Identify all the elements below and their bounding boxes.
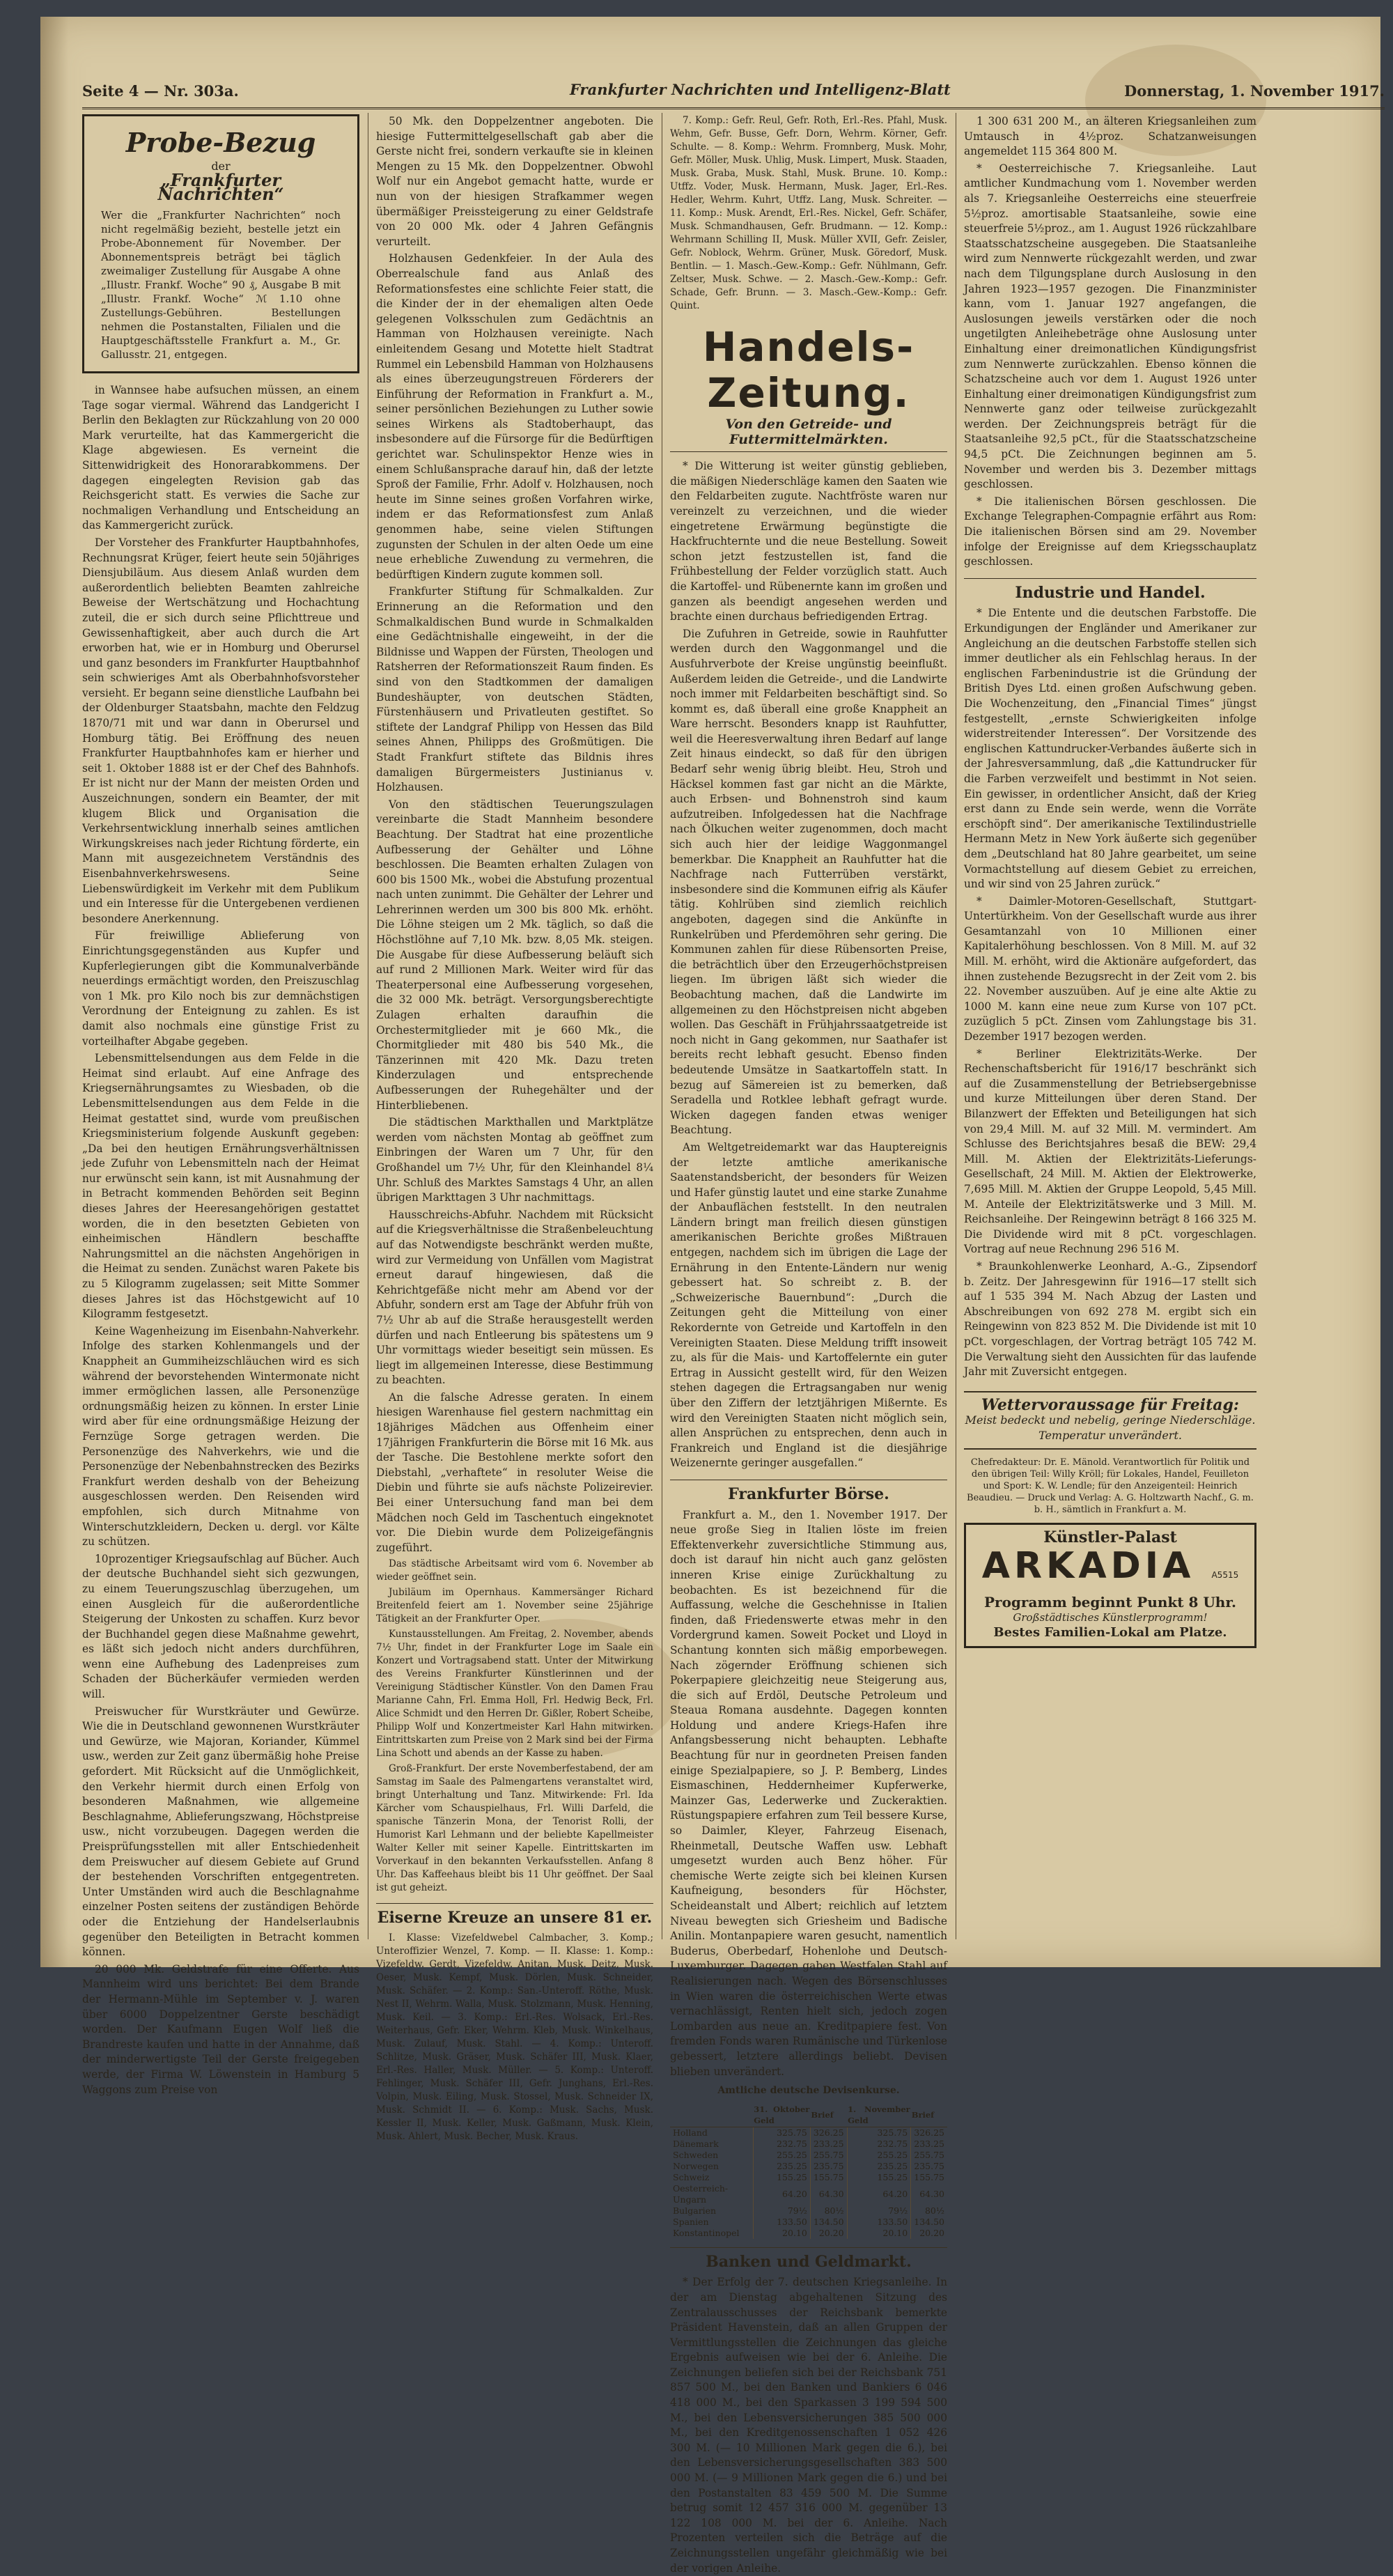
- currency-cell: Schweiz: [670, 2172, 753, 2183]
- arkadia-line: Großstädtisches Künstlerprogramm!: [1013, 1611, 1208, 1624]
- handels-zeitung-headline: Handels-Zeitung.: [702, 323, 915, 417]
- rate-cell: 326.25: [810, 2127, 847, 2139]
- rate-cell: 133.50: [847, 2217, 911, 2228]
- weather-line: Temperatur unverändert.: [1038, 1428, 1182, 1442]
- table-row: [670, 2205, 947, 2217]
- boerse-report: Frankfurt a. M., den 1. November 1917. Der neue große Sieg in Italien löste im freien Effektenverkehr zuversichtliche Stimmung aus, doch ist darauf hin nicht auch ganz gelösten inneren Krise einige Zurückhaltung zu beobachten. Es ist bezeichnend für die Auffassung, welche die Geschehnisse in Italien finden, daß Friedenswerte etwas mehr in den Vordergrund kamen. Soweit Pocket und Lloyd in Schantung konnten sich mäßig emporbewegen. Nach zögernder Eröffnung schienen sich Pokerpapiere gleichzeitig neue Steigerung aus, die sich auf Erdöl, Deutsche Petroleum und Steaua Romana ausdehnte. Dagegen konnten Holdung und andere Kriegs-Hafen ihre Anfangsbesserung nicht behaupten. Lebhafte Beachtung für nur in geordneten Preisen fanden einige Spezialpapiere, so J. P. Bemberg, Lindes Eismaschinen, Heddernheimer Kupferwerke, Mainzer Gas, Lederwerke und Zuckeraktien. Rüstungspapiere erfahren zum Teil bessere Kurse, so Daimler, Kleyer, Fahrzeug Eisenach, Rheinmetall, Deutsche Waffen usw. Lebhaft umgesetzt wurden auch Benz höher. Für chemische Werte zeigte sich bei kleinen Kursen Kaufneigung, besonders für Höchster, Scheideanstalt und Albert; reichlich auf letztem Niveau bewegten sich Griesheim und Badische Anilin. Montanpapiere waren gesucht, namentlich Buderus, Oberbedarf, Hohenlohe und Deutsch-Luxemburger. Dagegen gaben Westfalen Stahl auf Realisierungen nach. Wegen des Börsenschlusses in Wien waren die österreichischen Werte etwas vernachlässigt, Renten hielt sich, jedoch zogen Lombarden aus neue an. Kreditpapiere fest. Von fremden Fonds waren Rumänische und Türkenlose gebessert, letztere allerdings beliebt. Devisen blieben unverändert.: [670, 1508, 947, 2078]
- boerse-title: Frankfurter Börse.: [670, 1480, 947, 1503]
- column-3: [670, 114, 947, 2575]
- industrie-title: Industrie und Handel.: [964, 578, 1256, 601]
- article-paragraph: Am Weltgetreidemarkt war das Hauptereignis der letzte amtliche amerikanische Saatenstandsbericht, der besonders für Weizen und Hafer günstig lautet und eine starke Zunahme der Anbauflächen feststellt. In den neutralen Ländern bringt man freilich diesen günstigen amerikanischen Berichte großes Mißtrauen entgegen, nachdem sich im übrigen die Lage der Ernährung in den Entente-Ländern nur wenig gebessert hat. So schreibt z. B. der „Schweizerische Bauernbund“: „Durch die Zeitungen geht die Mitteilung von einer Rekordernte von Getreide und Kartoffeln in den Vereinigten Staaten. Diese Meldung trifft insoweit zu, als für die Mais- und Kartoffelernte ein guter Ertrag in Aussicht gestellt wird, für den Weizen stehen dagegen die Ertragsangaben nur wenig über den Ziffern der letztjährigen Mißernte. Es wird den Vereinigten Staaten nicht möglich sein, allen Ansprüchen zu entsprechen, denn auch in Frankreich und England ist die diesjährige Weizenernte geringer ausgefallen.“: [670, 1140, 947, 1470]
- article-paragraph: Die städtischen Markthallen und Marktplätze werden vom nächsten Montag ab geöffnet zum Einbringen der Waren um 7 Uhr, für den Großhandel um 7½ Uhr, für den Kleinhandel 8¼ Uhr. Schluß des Marktes Samstags 4 Uhr, an allen übrigen Markttagen 3 Uhr nachmittags.: [376, 1116, 653, 1204]
- arkadia-code: A5515: [1211, 1570, 1239, 1581]
- rate-cell: 255.25: [753, 2150, 810, 2161]
- table-header: Brief: [810, 2103, 847, 2127]
- rate-cell: 233.25: [914, 2138, 944, 2149]
- rate-cell: 64.20: [847, 2183, 911, 2205]
- article-paragraph: * Die italienischen Börsen geschlossen. Die Exchange Telegraphen-Compagnie erfährt aus Rom: Die italienischen Börsen sind am 29. November infolge der Ereignisse auf dem Kriegsschauplatz geschlossen.: [964, 495, 1256, 568]
- issue-date: Donnerstag, 1. November 1917.: [1123, 82, 1385, 100]
- table-row: [670, 2172, 947, 2183]
- rate-cell: 232.75: [753, 2139, 810, 2150]
- article-paragraph: * Berliner Elektrizitäts-Werke. Der Rechenschaftsbericht für 1916/17 beschränkt sich auf die Zusammenstellung der Betriebsergebnisse und kurze Mitteilungen über deren Stand. Der Bilanzwert der Effekten und Beteiligungen hat sich von 29,4 Mill. M. auf 32 Mill. M. vermindert. Am Schlusse des Berichtsjahres besaß die BEW: 29,4 Mill. M. Aktien der Elektrizitäts-Lieferungs-Gesellschaft, 24 Mill. M. Aktien der Elektrowerke, 7,695 Mill. M. Aktien der Gruppe Leopold, 5,45 Mill. M. Anteile der Elektrizitätswerke und 3 Mill. M. Reichsanleihe. Der Reingewinn beträgt 8 166 325 M. Die Dividende wird mit 8 pCt. vorgeschlagen. Vortrag auf neue Rechnung 296 516 M.: [964, 1047, 1256, 1256]
- arkadia-name: [970, 1546, 1250, 1595]
- table-row: [670, 2228, 947, 2239]
- table-row: [670, 2183, 947, 2205]
- currency-cell: Schweden: [670, 2150, 753, 2161]
- rate-cell: 235.75: [914, 2160, 944, 2171]
- article-paragraph: Holzhausen Gedenkfeier. In der Aula des Oberrealschule fand aus Anlaß des Reformationsfestes eine schlichte Feier statt, die die Kinder der in der ehemaligen alten Oede gelegenen Volksschulen zum Gedächtnis an Hamman von Holzhausen vereinigte. Nach einleitendem Gesang und Motette hielt Stadtrat Rummel ein Lebensbild Hamman von Holzhausens als eines überzeugungstreuen Förderers der Einführung der Reformation in Frankfurt a. M., seiner persönlichen Beziehungen zu Luther sowie seines Wirkens als Stadtoberhaupt, das insbesondere auf die Fürsorge für die Bedürftigen gerichtet war. Schulinspektor Henze wies in einem Schlußansprache darauf hin, daß der letzte Sproß der Familie, Frhr. Adolf v. Holzhausen, noch heute im Sinne seines großen Vorfahren wirke, indem er das Reformationsfest zum Anlaß genommen habe, seine vielen Stiftungen zugunsten der Schulen in der alten Oede um eine neue erhebliche Zuwendung zu vermehren, die bedürftigen Kindern zugute kommen soll.: [376, 252, 653, 581]
- rate-cell: 325.75: [847, 2127, 911, 2139]
- probe-bezug-ad: [82, 114, 359, 373]
- article-paragraph: Preiswucher für Wurstkräuter und Gewürze. Wie die in Deutschland gewonnenen Wurstkräuter und Gewürze, wie Majoran, Koriander, Kümmel usw., werden zur Zeit ganz übermäßig hohe Preise gefordert. Mit Rücksicht auf die Unmöglichkeit, den Verkehr hiermit durch einen Erfolg von besonderen Maßnahmen, wie allgemeine Beschlagnahme, Ablieferungszwang, Höchstpreise usw., nicht vorzubeugen. Dagegen werden die Preisprüfungsstellen mit aller Entschiedenheit dem Preiswucher auf diesem Gebiete auf Grund der bestehenden Vorschriften entgegentreten. Unter Umständen wird auch die Beschlagnahme einzelner Posten seitens der zuständigen Behörde oder die Entziehung der Handelserlaubnis gegenüber den Beteiligten in Betracht kommen können.: [82, 1705, 359, 1959]
- rate-cell: 155.75: [810, 2172, 847, 2183]
- weather-title: Wettervoraussage für Freitag:: [981, 1395, 1239, 1414]
- currency-cell: Bulgarien: [670, 2205, 753, 2217]
- article-paragraph: Frankfurter Stiftung für Schmalkalden. Zur Erinnerung an die Reformation und den Schmalkaldischen Bund wurde in Schmalkalden eine Gedächtnishalle eingeweiht, in der die Bildnisse und Wappen der Fürsten, Theologen und Ratsherren der Reformationszeit Raum finden. Es sind von den Stadtkommen der damaligen Bundeshäupter, von deutschen Städten, Fürstenhäusern und Privatleuten gestiftet. So stiftete der Landgraf Philipp von Hessen das Bild seines Ahnen, Philipps des Großmütigen. Die Stadt Frankfurt stiftete das Bildnis ihres damaligen Bürgermeisters Justinianus v. Holzhausen.: [376, 585, 653, 794]
- rate-cell: 79½: [753, 2205, 810, 2217]
- article-paragraph: * Die Entente und die deutschen Farbstoffe. Die Erkundigungen der Engländer und Amerikaner zur Angleichung an die deutschen Farbstoffe stellen sich immer deutlicher als ein Fehlschlag heraus. In der englischen Farbenindustrie ist die Gründung der British Dyes Ltd. einen großen Aufschwung geben. Die Wochenzeitung, den „Financial Times“ jüngst festgestellt, „ernste Schwierigkeiten infolge widerstreitender Interessen“. Der Vorsitzende des englischen Kattundrucker-Verbandes äußerte sich in der Jahresversammlung, daß „die Kattundrucker für die Farben verzweifelt und bestimmt in Not seien. Ein gewisser, in ordentlicher Ansicht, daß der Krieg erst dann zu Ende sein werde, wenn die Vorräte erschöpft sind“. Der amerikanische Textilindustrielle Hermann Metz in New York äußerte sich gegenüber dem „Deutschland hat 80 Jahre gearbeitet, um seine Vormachtstellung auf diesem Gebiet zu erreichen, und wir sind von 25 Jahren zurück.“: [964, 607, 1256, 891]
- article-paragraph: 10prozentiger Kriegsaufschlag auf Bücher. Auch der deutsche Buchhandel sieht sich gezwungen, zu einem Teuerungszuschlag überzugehen, um einen Ausgleich für die außerordentliche Steigerung der Unkosten zu schaffen. Kurz bevor der Buchhandel gegen diese Maßnahme gewehrt, es läßt sich jedoch nicht anders durchführen, wenn eine Aufhebung des Ladenpreises zum Schaden der Bücherkäufer vermieden werden will.: [82, 1552, 359, 1701]
- table-header: [670, 2103, 753, 2127]
- rate-cell: 235.25: [847, 2161, 911, 2172]
- article-paragraph: Kunstausstellungen. Am Freitag, 2. November, abends 7½ Uhr, findet in der Frankfurter Loge im Saale ein Konzert und Vortragsabend statt. Unter der Mitwirkung des Vereins Frankfurter Künstlerinnen und der Vereinigung Städtischer Künstler. Von den Damen Frau Marianne Cahn, Frl. Emma Holl, Frl. Hedwig Beck, Frl. Alice Schmidt und den Herren Dr. Gißler, Robert Scheibe, Philipp Wolf und Konzertmeister Karl Hahn mitwirken. Eintrittskarten zum Preise von 2 Mark sind bei der Firma Lina Schott und abends an der Kasse zu haben.: [376, 1629, 653, 1760]
- article-paragraph: * Daimler-Motoren-Gesellschaft, Stuttgart-Untertürkheim. Von der Gesellschaft wurde aus ihrer Gesamtanzahl von 10 Millionen einer Kapitalerhöhung beschlossen. Von 8 Mill. M. auf 32 Mill. M. erhöht, wird die Aktionäre aufgefordert, das ihnen zustehende Bezugsrecht in der Zeit vom 2. bis 22. November auszuüben. Auf je eine alte Aktie zu 1000 M. kann eine neue zum Kurse von 107 pCt. zuzüglich 5 pCt. Zinsen vom Zahlungstage bis 31. Dezember 1917 bezogen werden.: [964, 894, 1256, 1043]
- rate-cell: 232.75: [847, 2139, 911, 2150]
- rate-cell: 155.25: [753, 2172, 810, 2183]
- table-header: Brief: [911, 2103, 947, 2127]
- rate-cell: 155.75: [914, 2171, 944, 2182]
- arkadia-ad: [964, 1523, 1256, 1647]
- rate-cell: 235.75: [810, 2161, 847, 2172]
- rate-cell: 134.50: [914, 2216, 944, 2227]
- rate-cell: 64.20: [753, 2183, 810, 2205]
- rate-cell: 20.20: [919, 2227, 944, 2238]
- table-row: [670, 2161, 947, 2172]
- currency-cell: Spanien: [670, 2217, 753, 2228]
- rate-cell: 155.25: [847, 2172, 911, 2183]
- currency-cell: Norwegen: [670, 2161, 753, 2172]
- article-paragraph: 1 300 631 200 M., an älteren Kriegsanleihen zum Umtausch in 4½proz. Schatzanweisungen angemeldet 115 364 800 M.: [964, 115, 1256, 158]
- editorial-credits: Chefredakteur: Dr. E. Mänold. Verantwortlich für Politik und den übrigen Teil: Willy Kröll; für Lokales, Handel, Feuilleton und Sport: K. W. Lendle; für den Anzeigenteil: Heinrich Beaudieu. — Druck und Verlag: A. G. Holtzwarth Nachf., G. m. b. H., sämtlich in Frankfurt a. M.: [967, 1457, 1254, 1516]
- article-paragraph: An die falsche Adresse geraten. In einem hiesigen Warenhause fiel gestern nachmittag ein 18jähriges Mädchen aus Offenheim einer 17jährigen Frankfurterin die Börse mit 16 Mk. aus der Tasche. Die Bestohlene merkte sofort den Diebstahl, „verhaftete“ in resoluter Weise die Diebin und führte sie aufs nächste Polizeirevier. Bei einer Untersuchung fand man bei dem Mädchen noch Geld im Taschentuch eingeknotet vor. Die Diebin wurde dem Polizeigefängnis zugeführt.: [376, 1390, 653, 1554]
- article-paragraph: 50 Mk. den Doppelzentner angeboten. Die hiesige Futtermittelgesellschaft gab aber die Gerste nicht frei, sondern verkaufte sie in kleinen Mengen zu 15 Mk. den Doppelzentner. Obwohl Wolf nur ein Angebot gemacht hatte, wurde er nun von der hiesigen Strafkammer wegen übermäßiger Preissteigerung zu einer Geldstrafe von 20 000 Mk. oder 4 Jahren Gefängnis verurteilt.: [376, 115, 653, 248]
- rate-cell: 20.20: [810, 2228, 847, 2239]
- column-4: [964, 114, 1256, 1939]
- rate-cell: 235.25: [753, 2161, 810, 2172]
- rate-cell: 233.25: [810, 2139, 847, 2150]
- weather-forecast: [964, 1391, 1256, 1450]
- article-paragraph: Der Vorsteher des Frankfurter Hauptbahnhofes, Rechnungsrat Krüger, feiert heute sein 50jähriges Diensjubiläum. Aus diesem Anlaß wurden dem außerordentlich beliebten Beamten zahlreiche Beweise der Wertschätzung und Hochachtung zuteil, die er sich durch seine Pflichttreue und Gewissenhaftigkeit, aber auch durch die Art erworben hat, wie er in Homburg und Oberursel und ganz besonders im Frankfurter Hauptbahnhof sein schwieriges Amt als Oberbahnhofsvorsteher versieht. Er begann seine dienstliche Laufbahn bei der Oldenburger Staatsbahn, machte den Feldzug 1870/71 mit und war dann in Oberursel und Homburg tätig. Bei Eröffnung des neuen Frankfurter Hauptbahnhofes kam er hierher und seit 1. Oktober 1888 ist er der Chef des Bahnhofs. Er ist nicht nur der Mann der meisten Orden und Auszeichnungen, sondern ein Beamter, der mit klugem Blick und Organisation die Verkehrsentwicklung innerhalb seines amtlichen Wirkungskreises nach jeder Richtung förderte, ein Mann mit ausgezeichnetem Verständnis des Eisenbahnverkehrswesens. Seine Liebenswürdigkeit im Verkehr mit dem Publikum und ein Interesse für die Untergebenen verdienen besondere Anerkennung.: [82, 536, 359, 925]
- masthead-title: Frankfurter Nachrichten und Intelligenz-Blatt: [570, 81, 951, 98]
- rate-cell: 20.10: [753, 2228, 810, 2239]
- rate-cell: 133.50: [753, 2217, 810, 2228]
- currency-cell: Dänemark: [670, 2139, 753, 2150]
- article-paragraph: Die Zufuhren in Getreide, sowie in Rauhfutter werden durch den Waggonmangel und die Ausfuhrverbote der Kreise ungünstig beeinflußt. Außerdem leiden die Getreide-, und die Landwirte noch immer mit Feldarbeiten beschäftigt sind. So kommt es, daß überall eine große Knappheit an Ware herrscht. Besonders knapp ist Rauhfutter, weil die Heeresverwaltung ihren Bedarf auf lange Zeit hinaus eindeckt, so daß für den übrigen Bedarf sehr wenig übrig bleibt. Heu, Stroh und Häcksel kommen fast gar nicht an die Märkte, auch Erbsen- und Bohnenstroh sind kaum aufzutreiben. Infolgedessen hat die Nachfrage nach Ölkuchen weiter zugenommen, doch macht sich auch hier der leidige Waggonmangel bemerkbar. Die Knappheit an Rauhfutter hat die Nachfrage nach Futterrüben verstärkt, insbesondere sind die Kommunen eifrig als Käufer tätig. Kohlrüben sind ziemlich reichlich angeboten, dagegen sind die Ankünfte in Runkelrüben und Pferdemöhren sehr gering. Die Kommunen zahlen für diese Rübensorten Preise, die beträchtlich über den Erzeugerhöchstpreisen liegen. Im übrigen läßt sich wieder die Beobachtung machen, daß die Landwirte im allgemeinen zu den Höchstpreisen nicht abgeben wollen. Das Geschäft in Frühjahrssaatgetreide ist noch nicht in Gang gekommen, nur Saathafer ist bereits recht lebhaft gesucht. Ebenso finden bedeutende Umsätze in Saatkartoffeln statt. In bezug auf Sämereien ist zu bemerken, daß Seradella und Rotklee lebhaft gefragt wurde. Wicken dagegen fanden etwas weniger Beachtung.: [670, 627, 947, 1137]
- handels-subheadline: Von den Getreide- und Futtermittelmärkten.: [670, 417, 947, 452]
- article-paragraph: * Die Witterung ist weiter günstig geblieben, die mäßigen Niederschläge kamen den Saaten wie den Feldarbeiten zugute. Nachtfröste waren nur vereinzelt zu verzeichnen, und die wieder eingetretene Erwärmung begünstigte die Hackfruchternte und die neue Bestellung. Soweit schon jetzt festzustellen ist, fand die Frühbestellung der Felder vorzüglich statt. Auch die Kartoffel- und Rübenernte kann im großen und ganzen als beendigt angesehen werden und brachte einen durchaus befriedigenden Ertrag.: [670, 460, 947, 623]
- table-header-row: [670, 2103, 947, 2127]
- rate-cell: 79½: [847, 2205, 911, 2217]
- rate-cell: 326.25: [914, 2127, 944, 2138]
- banken-title: Banken und Geldmarkt.: [670, 2247, 947, 2270]
- table-header: 31. Oktober Geld: [753, 2103, 810, 2127]
- article-paragraph: Das städtische Arbeitsamt wird vom 6. November ab wieder geöffnet sein.: [376, 1558, 653, 1583]
- page-number: Seite 4 — Nr. 303a.: [82, 82, 239, 100]
- ad-paper-name: „Frankfurter Nachrichten“: [157, 170, 284, 204]
- article-paragraph: Jubiläum im Opernhaus. Kammersänger Richard Breitenfeld feiert am 1. November seine 25jährige Tätigkeit an der Frankfurter Oper.: [376, 1587, 653, 1625]
- devisen-title: Amtliche deutsche Devisenkurse.: [717, 2085, 900, 2097]
- column-1: [82, 114, 359, 2096]
- rate-cell: 255.25: [847, 2150, 911, 2161]
- article-paragraph: Hausschreichs-Abfuhr. Nachdem mit Rücksicht auf die Kriegsverhältnisse die Straßenbeleuchtung auf das Notwendigste beschränkt werden mußte, wird zur Vermeidung von Unfällen vom Magistrat erneut darauf hingewiesen, daß die Kehrichtgefäße nicht mehr am Abend vor der Abfuhr, sondern erst am Tage der Abfuhr früh von 7½ Uhr ab auf die Straße herausgestellt werden dürfen und nach Entleerung bis spätestens um 9 Uhr vormittags wieder beseitigt sein müssen. Es liegt im allgemeinen Interesse, diese Bestimmung zu beachten.: [376, 1208, 653, 1387]
- rate-cell: 20.10: [847, 2228, 911, 2239]
- eiserne-kreuze-title: Eiserne Kreuze an unsere 81 er.: [376, 1903, 653, 1926]
- article-paragraph: * Braunkohlenwerke Leonhard, A.-G., Zipsendorf b. Zeitz. Der Jahresgewinn für 1916—17 stellt sich auf 1 535 394 M. Nach Abzug der Lasten und Abschreibungen von 692 278 M. ergibt sich ein Reingewinn von 823 852 M. Die Dividende ist mit 10 pCt. vorgeschlagen, der Vortrag beträgt 105 742 M. Die Verwaltung sieht den Aussichten für das laufende Jahr mit Zuversicht entgegen.: [964, 1259, 1256, 1379]
- article-paragraph: Keine Wagenheizung im Eisenbahn-Nahverkehr. Infolge des starken Kohlenmangels und der Knappheit an Gummiheizschläuchen wird es sich während der bevorstehenden Wintermonate nicht immer ermöglichen lassen, alle Personenzüge ordnungsmäßig heizen zu können. In erster Linie wird aber für eine ordnungsmäßige Heizung der Fernzüge Sorge getragen werden. Die Personenzüge des Nahverkehrs, wie und die Personenzüge der Nebenbahnstrecken des Bezirks Frankfurt werden deshalb von der Beheizung ausgeschlossen werden. Den Reisenden wird empfohlen, sich durch Mitnahme von Winterschutzkleidern, Decken u. dergl. vor Kälte zu schützen.: [82, 1324, 359, 1549]
- arkadia-title: ARKADIA: [981, 1545, 1195, 1588]
- ad-der: der: [211, 160, 231, 173]
- currency-cell: Konstantinopel: [670, 2228, 753, 2239]
- ad-title: Probe-Bezug: [125, 127, 316, 158]
- page-header: [82, 72, 1385, 109]
- table-header: 1. November Geld: [847, 2103, 911, 2127]
- currency-cell: Holland: [670, 2127, 753, 2139]
- rate-cell: 80½: [810, 2205, 847, 2217]
- article-paragraph: Für freiwillige Ablieferung von Einrichtungsgegenständen aus Kupfer und Kupferlegierungen gibt die Kommunalverbände neuerdings ermächtigt worden, den Preiszuschlag von 1 Mk. pro Kilo noch bis zur demnächstigen Verordnung der Enteignung zu zahlen. Es ist damit also nochmals eine günstige Frist zu vorteilhafter Abgabe gegeben.: [82, 929, 359, 1048]
- article-paragraph: in Wannsee habe aufsuchen müssen, an einem Tage sogar viermal. Während das Landgericht I Berlin den Beklagten zur Rückzahlung von 20 000 Mark verurteilte, hat das Kammergericht die Klage abgewiesen. Es verneint die Sittenwidrigkeit des Honorarabkommens. Der dagegen eingelegten Revision gab das Reichsgericht statt. Es verwies die Sache zur nochmaligen Verhandlung und Entscheidung an das Kammergericht zurück.: [82, 384, 359, 532]
- rate-cell: 325.75: [753, 2127, 810, 2139]
- rate-cell: 80½: [924, 2205, 944, 2216]
- article-paragraph: 20 000 Mk. Geldstrafe für eine Offerte. Aus Mannheim wird uns berichtet: Bei dem Brande der Hermann-Mühle im September v. J. waren über 6000 Doppelzentner Gerste beschädigt worden. Der Kaufmann Eugen Wolf ließ die Brandreste kaufen und hatte in der Annahme, daß der minderwertigste Teil der Gerste freigegeben werde, der Firma W. Löwenstein in Hamburg 5 Waggons zum Preise von: [82, 1962, 359, 2096]
- banken-report: * Der Erfolg der 7. deutschen Kriegsanleihe. In der am Dienstag abgehaltenen Sitzung des Zentralausschusses der Reichsbank bemerkte Präsident Havenstein, daß an allen Gruppen der Vermittlungsstellen die Zeichnungen das gleiche Ergebnis aufweisen wie bei der 6. Anleihe. Die Zeichnungen beliefen sich bei der Reichsbank 751 857 500 M., bei den Banken und Bankiers 6 046 418 000 M., bei den Sparkassen 3 199 594 500 M., bei den Lebensversicherungen 385 500 000 M., bei den Kreditgenossenschaften 1 052 426 300 M. (— 10 Millionen Mark gegen die 6.), bei den Lebensversicherungsgesellschaften 383 500 000 M. (— 9 Millionen Mark gegen die 6.) und bei den Postanstalten 83 459 500 M. Die Summe betrug somit 12 457 316 000 M. gegenüber 13 122 108 000 M. bei der 6. Anleihe. Nach Prozenten verteilen sich die Beträge auf die Zeichnungsstellen ungefähr gleichmäßig wie bei der vorigen Anleihe.: [670, 2276, 947, 2575]
- arkadia-line: Programm beginnt Punkt 8 Uhr.: [984, 1594, 1236, 1611]
- devisen-table: [670, 2103, 947, 2239]
- rate-cell: 64.30: [810, 2183, 847, 2205]
- article-paragraph: * Oesterreichische 7. Kriegsanleihe. Laut amtlicher Kundmachung vom 1. November werden als 7. Kriegsanleihe Oesterreichs eine steuerfreie 5½proz. amortisable Staatsanleihe, sowie eine steuerfreie 5½proz., am 1. August 1926 rückzahlbare Staatsschatzscheine ausgegeben. Die Staatsanleihe wird zum Nennwerte rückgezahlt werden, und zwar nach dem Tilgungsplane durch Auslosung in den Jahren 1923—1957 gezogen. Die Finanzminister kann, vom 1. Januar 1927 angefangen, die Auslosungen jeweils verstärken oder die noch ungetilgten Anleihebeträge ohne Auslosung unter Einhaltung einer dreimonatlichen Kündigungsfrist zum Nennwerte zurückzahlen. Ebenso können die Schatzscheine auch vor dem 1. August 1926 unter Einhaltung einer dreimonatigen Kündigungsfrist zum Nennwerte ganz oder teilweise zurückgezahlt werden. Der Zeichnungspreis beträgt für die Staatsanleihe 92,5 pCt., für die Staatsschatzscheine 94,5 pCt. Die Zeichnungen beginnen am 5. November und werden bis 3. Dezember mittags geschlossen.: [964, 162, 1256, 491]
- weather-line: Meist bedeckt und nebelig, geringe Niederschläge.: [965, 1413, 1256, 1427]
- newspaper-page: [40, 17, 1385, 2575]
- table-row: [670, 2150, 947, 2161]
- article-paragraph: Von den städtischen Teuerungszulagen vereinbarte die Stadt Mannheim besondere Beachtung. Der Stadtrat hat eine prozentliche Aufbesserung der Gehälter und Löhne beschlossen. Die Beamten erhalten Zulagen von 600 bis 1500 Mk., wobei die Abstufung prozentual nach unten zunimmt. Die Gehälter der Lehrer und Lehrerinnen werden um 300 bis 800 Mk. erhöht. Die Löhne steigen um 2 Mk. täglich, so daß die Höchstlöhne auf 7,10 Mk. bzw. 8,05 Mk. steigen. Die Ausgabe für diese Aufbesserung beläuft sich auf rund 2 Millionen Mark. Weiter wird für das Theaterpersonal eine Aufbesserung vorgesehen, die 32 000 Mk. beträgt. Versorgungsberechtigte Zulagen erhalten daraufhin die Orchestermitglieder mit je 660 Mk., die Chormitglieder mit 480 bis 540 Mk., die Tänzerinnen mit 420 Mk. Dazu treten Kinderzulagen und entsprechende Aufbesserungen der Ruhegehälter und der Hinterbliebenen.: [376, 798, 653, 1112]
- column-2: [376, 114, 653, 2142]
- rate-cell: 64.30: [919, 2188, 944, 2199]
- rate-cell: 255.75: [810, 2150, 847, 2161]
- arkadia-line: Künstler-Palast: [1043, 1528, 1177, 1547]
- table-row: [670, 2139, 947, 2150]
- article-paragraph: Groß-Frankfurt. Der erste Novemberfestabend, der am Samstag im Saale des Palmengartens veranstaltet wird, bringt Unterhaltung und Tanz. Mitwirkende: Frl. Ida Kärcher vom Schauspielhaus, Frl. Willi Darfeld, die spanische Tänzerin Mona, der Tenorist Rolli, der Humorist Karl Lehmann und der beliebte Kapellmeister Walter Keller mit seiner Kapelle. Eintrittskarten im Vorverkauf in den bekannten Verkaufsstellen. Anfang 8 Uhr. Das Kaffeehaus bleibt bis 11 Uhr geöffnet. Der Saal ist gut geheizt.: [376, 1763, 653, 1894]
- article-paragraph: Lebensmittelsendungen aus dem Felde in die Heimat sind erlaubt. Auf eine Anfrage des Kriegsernährungsamtes zu Wiesbaden, ob die Lebensmittelsendungen aus dem Felde in die Heimat gestattet sind, wurde vom preußischen Kriegsministerium folgende Auskunft gegeben: „Da bei den heutigen Ernährungsverhältnissen jede Zufuhr von Lebensmitteln nach der Heimat nur erwünscht sein kann, ist mit Ausnahmung der in Betracht kommenden Behörden seit Beginn dieses Jahres der Heeresangehörigen gestattet worden, die in den besetzten Gebieten von einheimischen Händlern beschaffte Nahrungsmittel an die nächsten Angehörigen in die Heimat zu senden. Zunächst waren Pakete bis zu 5 Kilogramm zugelassen; seit Mitte Sommer dieses Jahres ist das Höchstgewicht auf 10 Kilogramm festgesetzt.: [82, 1052, 359, 1321]
- arkadia-line: Bestes Familien-Lokal am Platze.: [993, 1625, 1227, 1640]
- table-row: [670, 2217, 947, 2228]
- rate-cell: 134.50: [810, 2217, 847, 2228]
- table-row: [670, 2127, 947, 2139]
- rate-cell: 255.75: [914, 2149, 944, 2160]
- currency-cell: Oesterreich-Ungarn: [670, 2183, 753, 2205]
- ad-text: Wer die „Frankfurter Nachrichten“ noch nicht regelmäßig bezieht, bestelle jetzt ein Probe-Abonnement für November. Der Abonnementspreis beträgt bei täglich zweimaliger Zustellung für Ausgabe A ohne „Illustr. Frankf. Woche“ 90 ₰, Ausgabe B mit „Illustr. Frankf. Woche“ ℳ 1.10 ohne Zustellungs-Gebühren. Bestellungen nehmen die Postanstalten, Filialen und die Hauptgeschäftsstelle Frankfurt a. M., Gr. Gallusstr. 21, entgegen.: [101, 209, 341, 361]
- eiserne-kreuze-list: I. Klasse: Vizefeldwebel Calmbacher, 3. Komp.; Unteroffizier Wenzel, 7. Komp. — II. Klasse: 1. Komp.: Vizefeldw. Gerdt, Vizefeldw. Anitan, Musk. Deitz, Musk. Oeser, Musk. Kempf, Musk. Dörlen, Musk. Schneider, Musk. Schäfer. — 2. Komp.: San.-Unteroff. Röthe, Musk. Nest II, Wehrm. Walla, Musk. Stolzmann, Musk. Henning, Musk. Keil. — 3. Komp.: Erl.-Res. Wolsack, Erl.-Res. Weiterhaus, Gefr. Eker, Wehrm. Kleb, Musk. Winkelhaus, Musk. Zulauf, Musk. Stahl. — 4. Komp.: Unteroff. Schlitze, Musk. Gräser, Musk. Schäfer III, Musk. Klaer, Erl.-Res. Haller, Musk. Müller. — 5. Komp.: Unteroff. Fehlinger, Musk. Schäfer III, Gefr. Junghans, Erl.-Res. Volpin, Musk. Eiling, Musk. Stossel, Musk. Schneider IX, Musk. Schmidt II. — 6. Komp.: Musk. Sachs, Musk. Kessler II, Musk. Keller, Musk. Gaßmann, Musk. Klein, Musk. Ahlert, Musk. Becher, Musk. Kraus.: [376, 1932, 653, 2142]
- eiserne-kreuze-continued: 7. Komp.: Gefr. Reul, Gefr. Roth, Erl.-Res. Pfahl, Musk. Wehm, Gefr. Busse, Gefr. Dorn, Wehrm. Körner, Gefr. Schulte. — 8. Komp.: Wehrm. Fromnberg, Musk. Mohr, Gefr. Möller, Musk. Uhlig, Musk. Limpert, Musk. Staaden, Musk. Graba, Musk. Stahl, Musk. Brune. 10. Komp.: Utffz. Voder, Musk. Hermann, Musk. Jager, Erl.-Res. Hedler, Wehrm. Kuhrt, Utffz. Lang, Musk. Schreiter. — 11. Komp.: Musk. Arendt, Erl.-Res. Nickel, Gefr. Schäfer, Musk. Schmandhausen, Gefr. Brudmann. — 12. Komp.: Wehrmann Schilling II, Musk. Müller XVII, Gefr. Zeisler, Gefr. Noblock, Wehrm. Grüner, Musk. Göredorf, Musk. Bentlin. — 1. Masch.-Gew.-Komp.: Gefr. Nühlmann, Gefr. Zeltser, Musk. Schwe. — 2. Masch.-Gew.-Komp.: Gefr. Schade, Gefr. Brunn. — 3. Masch.-Gew.-Komp.: Gefr. Quint.: [670, 115, 947, 311]
